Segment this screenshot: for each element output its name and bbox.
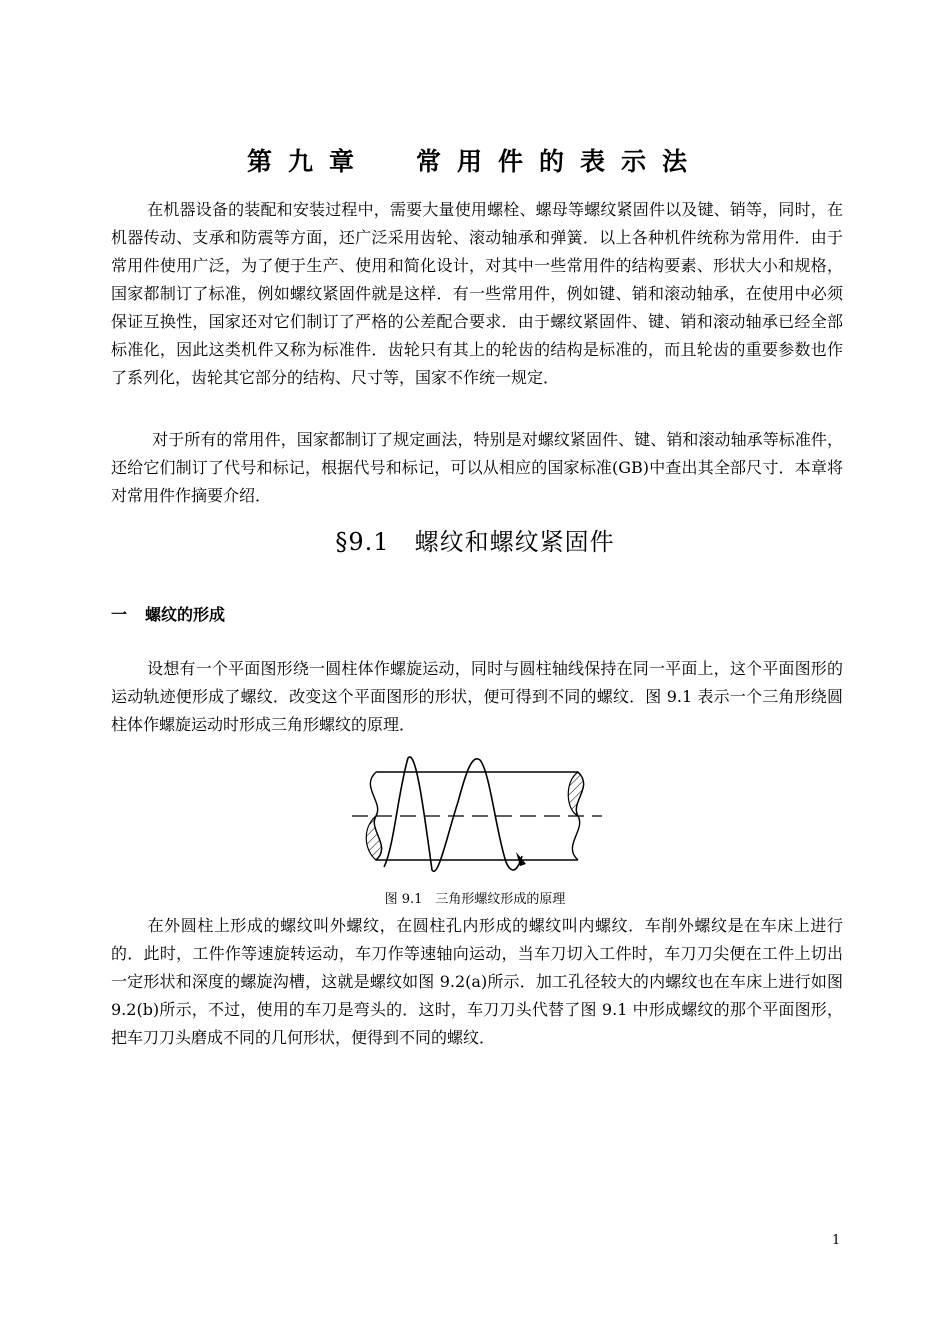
body-paragraph-4 [111, 912, 843, 1052]
thread-formation-figure [340, 752, 610, 882]
body-paragraph-4-text: 在外圆柱上形成的螺纹叫外螺纹，在圆柱孔内形成的螺纹叫内螺纹．车削外螺纹是在车床上进行的．此时，工件作等速旋转运动，车刀作等速轴向运动，当车刀切入工件时，车刀刀尖便在工件上切出一定形状和深度的螺旋沟槽，这就是螺纹如图 9.2(a)所示．加工孔径较大的内螺纹也在车床上进行如图 9.2(b)所示，不过，使用的车刀是弯头的．这时，车刀刀头代替了图 9.1 中形成螺纹的那个平面图形，把车刀刀头磨成不同的几何形状，便得到不同的螺纹． [111, 916, 843, 1047]
figure-caption: 图 9.1 三角形螺纹形成的原理 [384, 892, 566, 907]
intro-paragraph-2-text: 对于所有的常用件，国家都制订了规定画法，特别是对螺纹紧固件、键、销和滚动轴承等标准件，还给它们制订了代号和标记，根据代号和标记，可以从相应的国家标准(GB)中查出其全部尺寸．本章将对常用件作摘要介绍． [111, 430, 843, 505]
intro-paragraph-1 [111, 196, 843, 392]
body-paragraph-3-text: 设想有一个平面图形绕一圆柱体作螺旋运动，同时与圆柱轴线保持在同一平面上，这个平面图形的运动轨迹便形成了螺纹．改变这个平面图形的形状，便可得到不同的螺纹．图 9.1 表示一个三角形绕圆柱体作螺旋运动时形成三角形螺纹的原理． [111, 659, 843, 734]
right-section-hatch [568, 772, 583, 816]
section-title: §9.1 螺纹和螺纹紧固件 [335, 528, 615, 556]
left-section-hatch [366, 816, 381, 860]
intro-paragraph-1-text: 在机器设备的装配和安装过程中，需要大量使用螺栓、螺母等螺纹紧固件以及键、销等，同时，在机器传动、支承和防震等方面，还广泛采用齿轮、滚动轴承和弹簧．以上各种机件统称为常用件．由于常用件使用广泛，为了便于生产、使用和简化设计，对其中一些常用件的结构要素、形状大小和规格，国家都制订了标准，例如螺纹紧固件就是这样．有一些常用件，例如键、销和滚动轴承，在使用中必须保证互换性，国家还对它们制订了严格的公差配合要求．由于螺纹紧固件、键、销和滚动轴承已经全部标准化，因此这类机件又称为标准件．齿轮只有其上的轮齿的结构是标准的，而且轮齿的重要参数也作了系列化，齿轮其它部分的结构、尺寸等，国家不作统一规定． [111, 200, 843, 387]
chapter-title [0, 142, 950, 178]
subsection-number: 一 [111, 605, 128, 624]
triangle-profile [516, 852, 526, 866]
page-number: 1 [832, 1233, 841, 1248]
chapter-number: 第九章 [246, 147, 370, 176]
chapter-name: 常用件的表示法 [416, 147, 704, 176]
helix-curve [384, 757, 522, 871]
body-paragraph-3 [111, 655, 843, 739]
subsection-heading [111, 602, 225, 625]
subsection-title: 螺纹的形成 [145, 605, 226, 624]
intro-paragraph-2 [111, 426, 843, 510]
